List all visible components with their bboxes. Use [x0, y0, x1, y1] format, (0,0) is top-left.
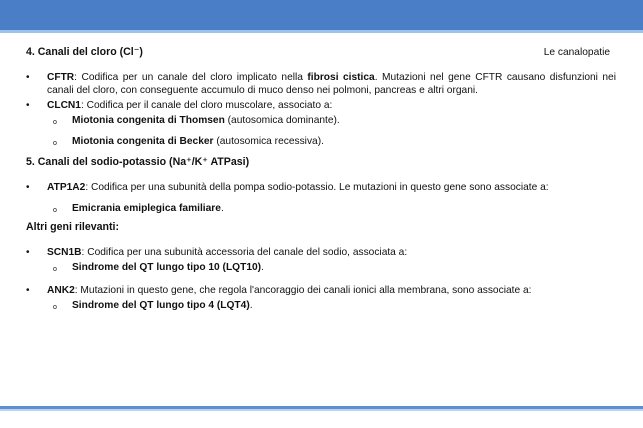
gene-name: ATP1A2 — [47, 182, 86, 193]
section-header-row — [26, 46, 616, 59]
footer-rule-light — [0, 409, 643, 411]
bullet-cftr — [26, 71, 616, 97]
slide-topic: Le canalopatie — [543, 47, 610, 58]
bullet-clcn1 — [26, 99, 616, 112]
disease-name: Miotonia congenita di Becker — [72, 136, 214, 147]
bullet-atp1a2 — [26, 181, 616, 194]
disease-name: fibrosi cistica — [307, 72, 375, 83]
bullet-text: . Mutazioni nel gene CFTR causano disfunzioni nei canali del cloro, con conseguente accumulo di muco denso nei polmoni, pancreas e altri organi. — [47, 72, 616, 96]
bullet-text: : Codifica per una subunità accessoria del canale del sodio, associata a: — [81, 247, 408, 258]
sub-item-emicrania — [26, 202, 616, 215]
sub-item-becker — [26, 135, 616, 148]
sub-text: . — [249, 300, 253, 311]
sub-text: . — [220, 203, 224, 214]
disease-name: Miotonia congenita di Thomsen — [72, 115, 225, 126]
sub-text: . — [261, 262, 264, 273]
gene-name: CFTR — [47, 72, 75, 83]
sub-item-lqt10 — [26, 261, 616, 274]
section-title-chloride: 4. Canali del cloro (Cl⁻) — [26, 46, 143, 58]
disease-name: Sindrome del QT lungo tipo 4 (LQT4) — [72, 300, 250, 311]
sub-text: (autosomica dominante). — [224, 115, 340, 126]
bullet-scn1b — [26, 246, 616, 259]
gene-name: SCN1B — [47, 247, 82, 258]
sub-item-thomsen — [26, 114, 616, 127]
section-title-na-k: 5. Canali del sodio-potassio (Na⁺/K⁺ ATPasi) — [26, 156, 250, 168]
gene-name: CLCN1 — [47, 100, 81, 111]
bullet-text: : Codifica per una subunità della pompa sodio-potassio. Le mutazioni in questo gene sono associate a: — [85, 182, 549, 193]
disease-name: Emicrania emiplegica familiare — [72, 203, 221, 214]
section-title-others: Altri geni rilevanti: — [26, 221, 120, 233]
disease-name: Sindrome del QT lungo tipo 10 (LQT10) — [72, 262, 262, 273]
sub-item-lqt4 — [26, 299, 616, 312]
bullet-ank2 — [26, 284, 616, 297]
bullet-text: : Codifica per un canale del cloro implicato nella — [74, 72, 308, 83]
bullet-text: : Codifica per il canale del cloro muscolare, associato a: — [80, 100, 333, 111]
gene-name: ANK2 — [47, 285, 75, 296]
sub-text: (autosomica recessiva). — [213, 136, 324, 147]
header-bar — [0, 0, 643, 33]
slide-content — [26, 46, 616, 312]
bullet-text: : Mutazioni in questo gene, che regola l'ancoraggio dei canali ionici alla membrana, sono associate a: — [74, 285, 532, 296]
